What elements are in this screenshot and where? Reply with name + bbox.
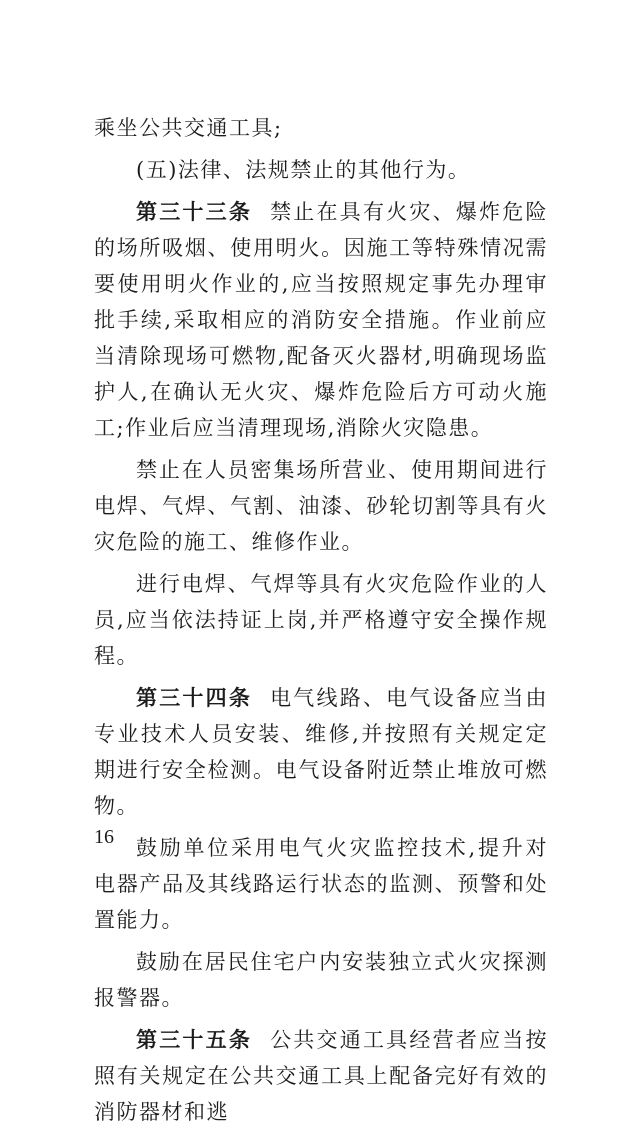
paragraph-text: 电气线路、电气设备应当由专业技术人员安装、维修,并按照有关规定定期进行安全检测。电气设备附近禁止堆放可燃物。: [94, 686, 548, 818]
paragraph-text: (五)法律、法规禁止的其他行为。: [136, 158, 471, 182]
paragraph-text: 禁止在具有火灾、爆炸危险的场所吸烟、使用明火。因施工等特殊情况需要使用明火作业的,应当按照规定事先办理审批手续,采取相应的消防安全措施。作业前应当清除现场可燃物,配备灭火器材,明确现场监护人,在确认无火灾、爆炸危险后方可动火施工;作业后应当清理现场,消除火灾隐患。: [94, 200, 548, 440]
paragraph-text: 进行电焊、气焊等具有火灾危险作业的人员,应当依法持证上岗,并严格遵守安全操作规程。: [94, 572, 548, 668]
paragraph: [94, 944, 548, 1016]
article-number: 第三十四条: [136, 686, 253, 710]
paragraph-item-5: [94, 152, 548, 188]
paragraph: [94, 452, 548, 560]
article-34: [94, 680, 548, 824]
body-text: [94, 110, 548, 1136]
paragraph-text: 禁止在人员密集场所营业、使用期间进行电焊、气焊、气割、油漆、砂轮切割等具有火灾危险的施工、维修作业。: [94, 458, 548, 554]
article-number: 第三十三条: [136, 200, 253, 224]
paragraph-text: 鼓励单位采用电气火灾监控技术,提升对电器产品及其线路运行状态的监测、预警和处置能力。: [94, 836, 548, 932]
page-number: 16: [94, 826, 114, 848]
article-35: [94, 1022, 548, 1130]
paragraph: [94, 830, 548, 938]
paragraph-text: 乘坐公共交通工具;: [94, 116, 283, 140]
paragraph: [94, 566, 548, 674]
article-number: 第三十五条: [136, 1028, 253, 1052]
paragraph-continuation: [94, 110, 548, 146]
article-33: [94, 194, 548, 446]
paragraph-text: 公共交通工具经营者应当按照有关规定在公共交通工具上配备完好有效的消防器材和逃: [94, 1028, 548, 1124]
paragraph-text: 鼓励在居民住宅户内安装独立式火灾探测报警器。: [94, 950, 548, 1010]
